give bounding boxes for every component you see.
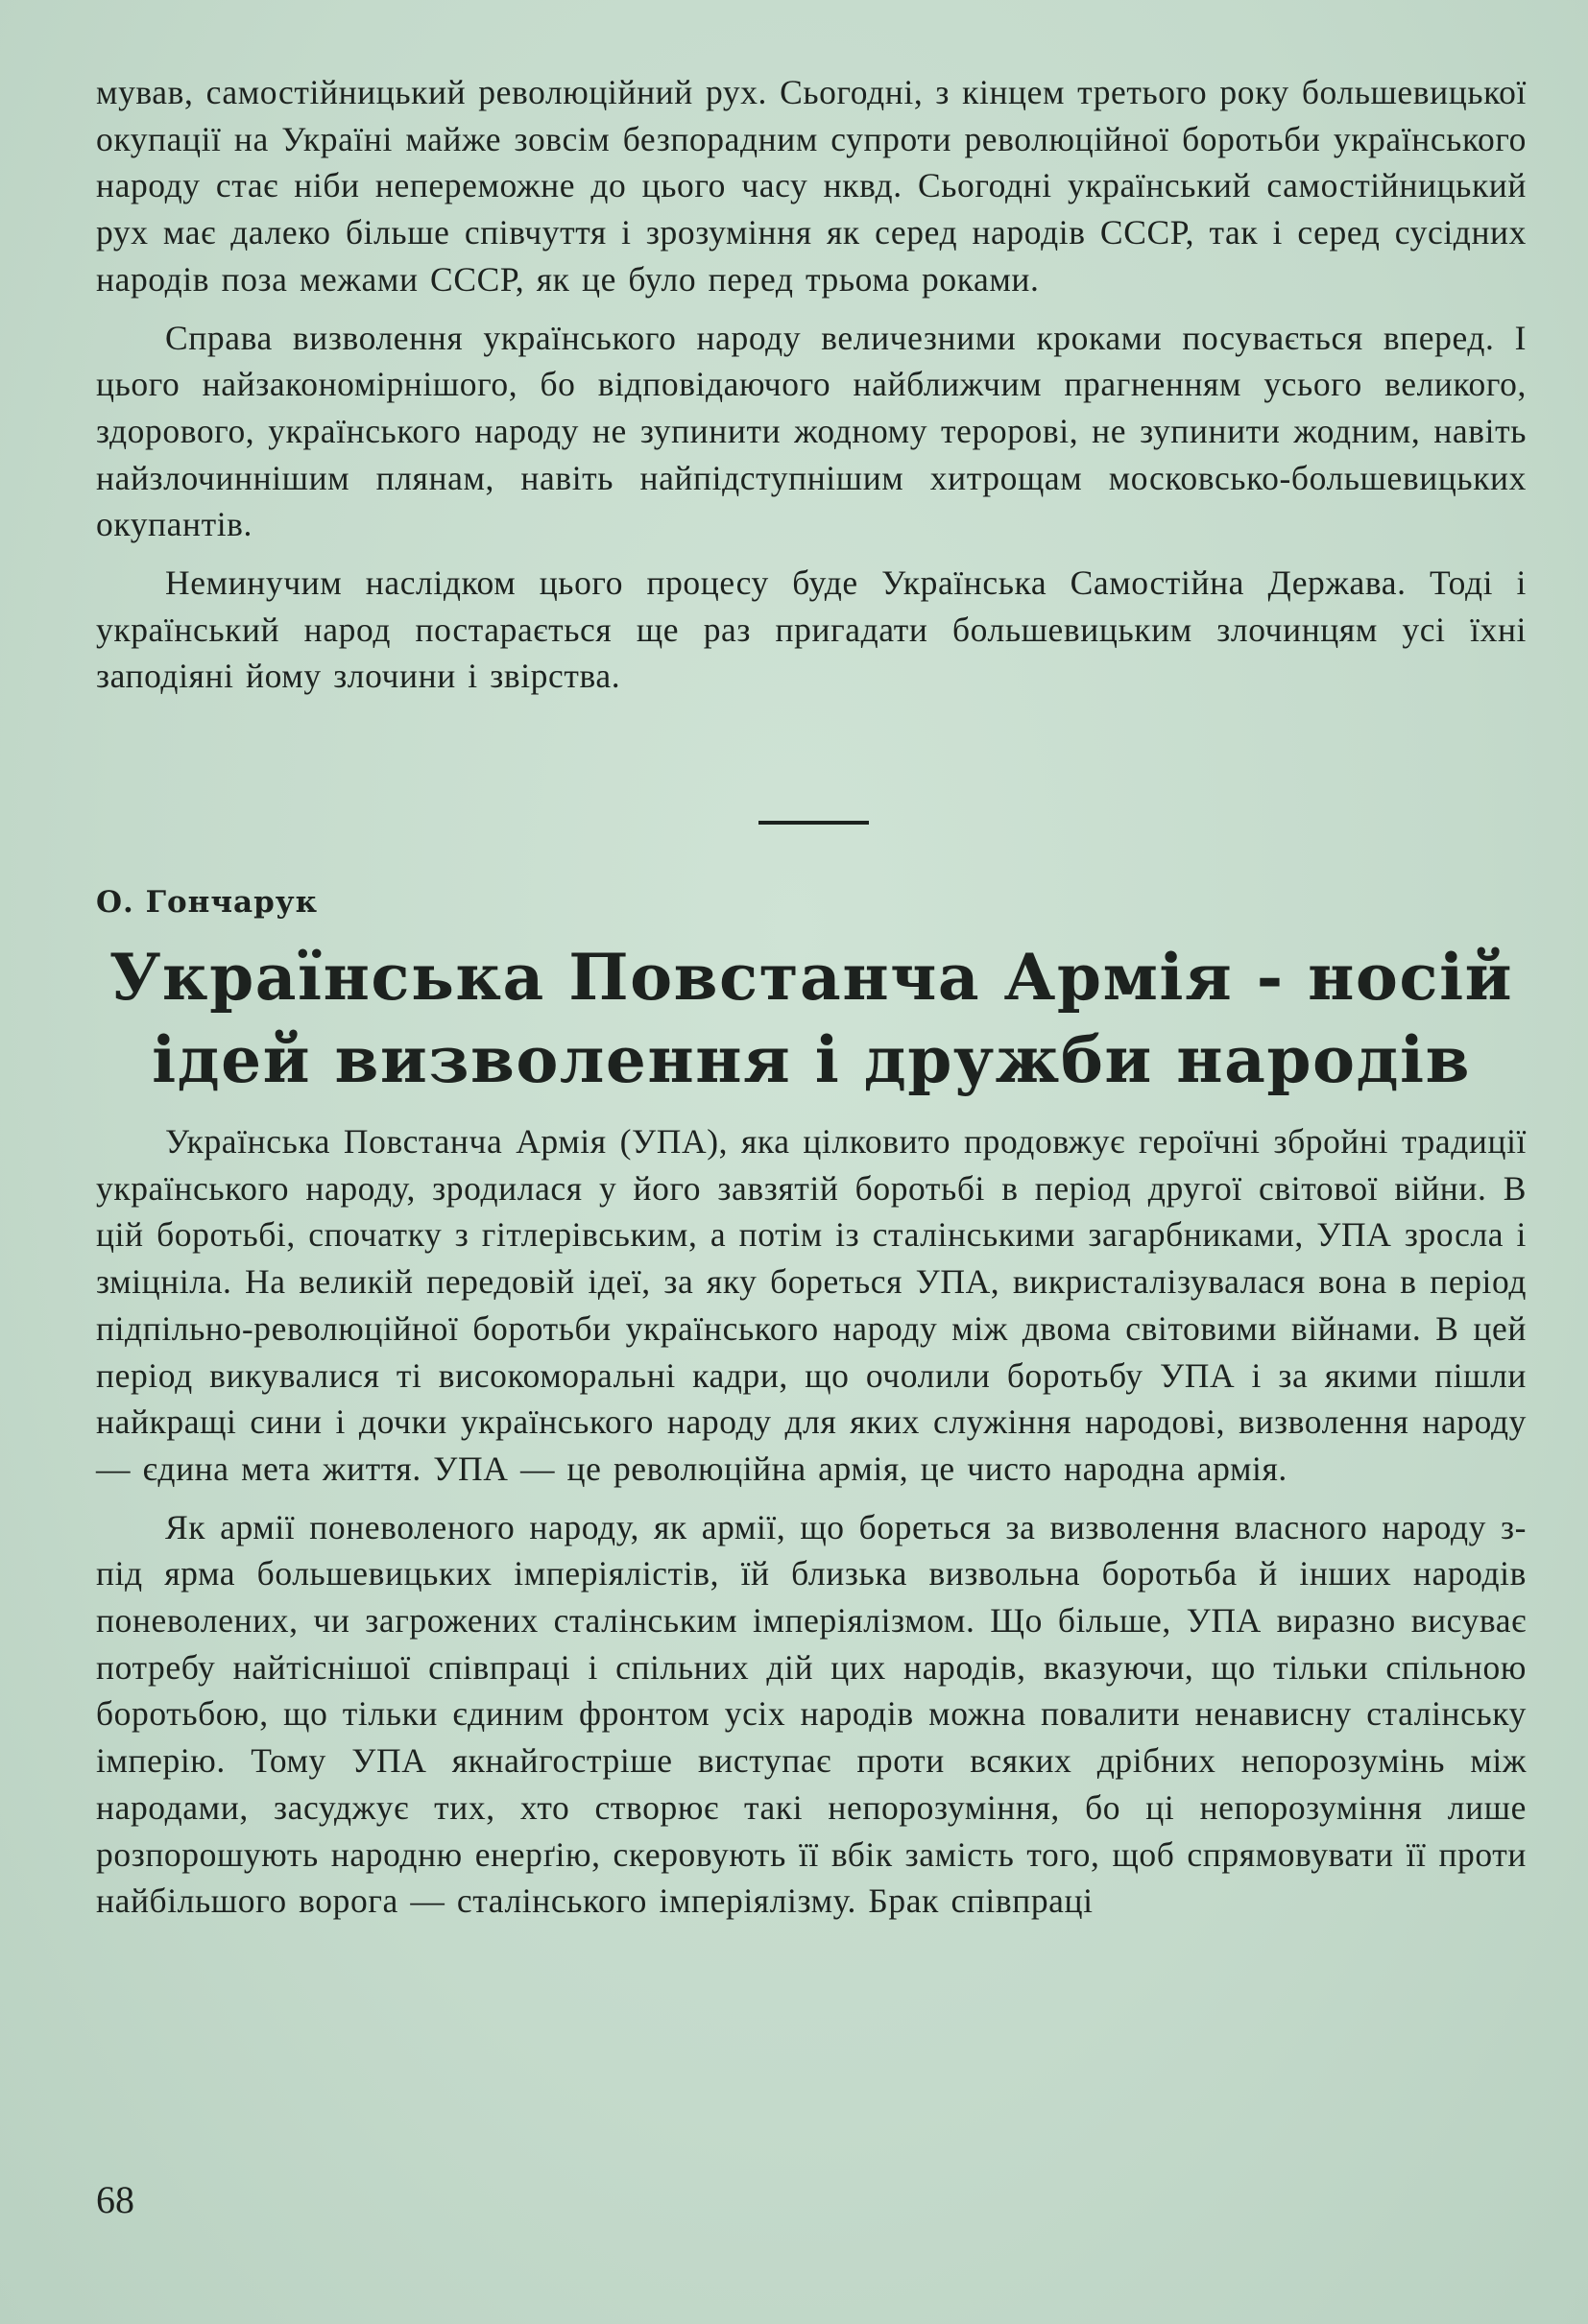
- article-title-line: ідей визволення і дружби народів: [152, 1022, 1471, 1097]
- page-number: 68: [96, 2178, 134, 2221]
- article-title-line: Українська Повстанча Армія - носій: [108, 940, 1514, 1015]
- article-body: [96, 1118, 1527, 1925]
- paragraph: мував, самостійницький революційний рух. Сьогодні, з кінцем третього року большевицької окупації на Україні майже зовсім безпорадним супроти революційної боротьби українського народу стає ніби непереможне до цього часу нквд. Сьогодні український самостійницький рух має далеко більше співчуття і зрозуміння як серед народів СССР, так і серед сусідних народів поза межами СССР, як це було перед трьома роками.: [96, 73, 1527, 299]
- section-divider: [758, 821, 869, 825]
- article-title: [96, 936, 1527, 1101]
- paragraph: Справа визволення українського народу величезними кроками посувається вперед. І цього найзакономірнішого, бо відповідаючого найближчим прагненням усього великого, здорового, українського народу не зупинити жодному теророві, не зупинити жодним, навіть найзлочиннішим плянам, навіть найпідступнішим хитрощам московсько-большевицьких окупантів.: [96, 318, 1527, 544]
- paragraph: Неминучим наслідком цього процесу буде Українська Самостійна Держава. Тоді і український народ постарається ще раз пригадати большевицьким злочинцям усі їхні заподіяні йому злочини і звірства.: [96, 563, 1527, 696]
- paragraph: Як армії поневоленого народу, як армії, що бореться за визволення власного народу з-під ярма большевицьких імперіялістів, їй близька визвольна боротьба й інших народів поневолених, чи загрожених сталінським імперіялізмом. Що більше, УПА виразно висуває потребу найтіснішої співпраці і спільних дій цих народів, вказуючи, що тільки спільною боротьбою, що тільки єдиним фронтом усіх народів можна повалити ненависну сталінську імперію. Тому УПА якнайгостріше виступає проти всяких дрібних непорозумінь між народами, засуджує тих, хто створює такі непорозуміння, бо ці непорозуміння лише розпорошують народню енерґію, скеровують її вбік замість того, щоб спрямовувати її проти найбільшого ворога — сталінського імперіялізму. Брак співпраці: [96, 1507, 1527, 1921]
- paragraph: Українська Повстанча Армія (УПА), яка цілковито продовжує героїчні збройні традиції українського народу, зродилася у його завзятій боротьбі в період другої світової війни. В цій боротьбі, спочатку з гітлерівським, а потім із сталінськими загарбниками, УПА зросла і зміцніла. На великій передовій ідеї, за яку бореться УПА, викристалізувалася вона в період підпільно-революційної боротьби українського народу між двома світовими війнами. В цей період викувалися ті високоморальні кадри, що очолили боротьбу УПА і за якими пішли найкращі сини і дочки українського народу для яких служіння народові, визволення народу — єдина мета життя. УПА — це революційна армія, це чисто народна армія.: [96, 1122, 1527, 1488]
- continued-text-section: [96, 69, 1527, 700]
- article-author: О. Гончарук: [96, 885, 319, 920]
